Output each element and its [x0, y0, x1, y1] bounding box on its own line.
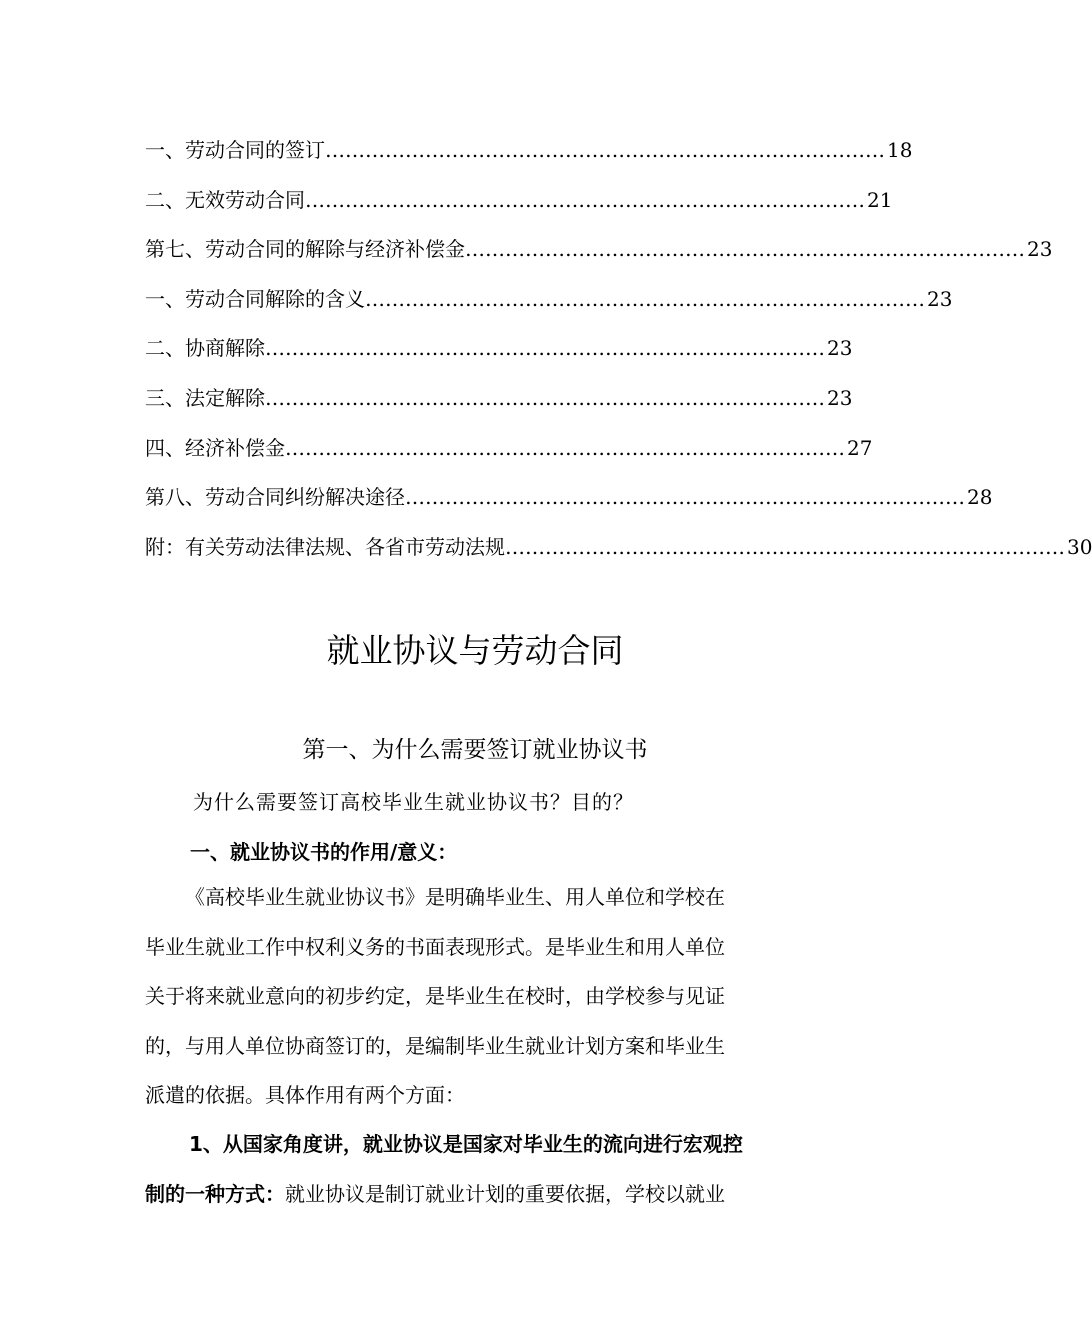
toc-entry-page: 23	[927, 286, 953, 311]
toc-entry-page: 23	[827, 385, 853, 410]
toc-dot-leader: …………………………………………………………………………	[365, 286, 925, 311]
paragraph-line: 1、从国家角度讲，就业协议是国家对毕业生的流向进行宏观控	[189, 1132, 743, 1156]
paragraph-line: 派遣的依据。具体作用有两个方面：	[145, 1083, 465, 1107]
toc-entry-page: 18	[887, 138, 913, 162]
toc-entry[interactable]	[145, 531, 1092, 581]
toc-entry[interactable]	[145, 233, 1053, 283]
toc-dot-leader: …………………………………………………………………………	[405, 485, 965, 510]
toc-entry-label: 第八、劳动合同纠纷解决途径	[145, 485, 405, 510]
toc-entry[interactable]	[145, 283, 953, 333]
paragraph-line: 的，与用人单位协商签订的，是编制毕业生就业计划方案和毕业生	[145, 1033, 725, 1058]
toc-entry-label: 三、法定解除	[145, 385, 265, 410]
toc-entry-label: 二、协商解除	[145, 336, 265, 361]
toc-dot-leader: …………………………………………………………………………	[325, 138, 885, 162]
toc-entry-page: 21	[867, 187, 893, 212]
toc-entry-label: 一、劳动合同的签订	[145, 138, 325, 162]
toc-dot-leader: …………………………………………………………………………	[285, 435, 845, 460]
toc-dot-leader: …………………………………………………………………………	[505, 534, 1065, 559]
toc-dot-leader: …………………………………………………………………………	[305, 187, 865, 212]
body-paragraph	[145, 881, 807, 1129]
toc-dot-leader: …………………………………………………………………………	[265, 385, 825, 410]
toc-entry-page: 30	[1067, 534, 1092, 559]
toc-entry[interactable]	[145, 134, 913, 184]
toc-entry-label: 一、劳动合同解除的含义	[145, 286, 365, 311]
toc-dot-leader: …………………………………………………………………………	[265, 336, 825, 361]
section-title: 第一、为什么需要签订就业协议书	[302, 737, 648, 763]
paragraph-line: 《高校毕业生就业协议书》是明确毕业生、用人单位和学校在	[185, 885, 725, 909]
toc-entry[interactable]	[145, 332, 853, 382]
table-of-contents	[145, 134, 1092, 580]
toc-entry-label: 四、经济补偿金	[145, 435, 285, 460]
paragraph-line: 关于将来就业意向的初步约定，是毕业生在校时，由学校参与见证	[145, 984, 725, 1008]
toc-entry[interactable]	[145, 481, 993, 531]
paragraph-text: 就业协议是制订就业计划的重要依据，学校以就业	[285, 1181, 725, 1206]
toc-entry-page: 28	[967, 485, 993, 510]
toc-entry[interactable]	[145, 184, 893, 234]
body-paragraph	[145, 1128, 807, 1227]
toc-dot-leader: …………………………………………………………………………	[465, 237, 1025, 262]
section-question: 为什么需要签订高校毕业生就业协议书？目的？	[193, 790, 634, 814]
toc-entry[interactable]	[145, 382, 853, 432]
toc-entry-page: 23	[1027, 237, 1053, 262]
toc-entry-label: 二、无效劳动合同	[145, 187, 305, 212]
toc-entry-page: 23	[827, 336, 853, 361]
toc-entry-label: 附：有关劳动法律法规、各省市劳动法规	[145, 534, 505, 559]
paragraph-line	[145, 1178, 807, 1228]
paragraph-line: 毕业生就业工作中权利义务的书面表现形式。是毕业生和用人单位	[145, 934, 725, 959]
document-title: 就业协议与劳动合同	[326, 631, 624, 670]
toc-entry-page: 27	[847, 435, 873, 460]
toc-entry-label: 第七、劳动合同的解除与经济补偿金	[145, 237, 465, 262]
paragraph-bold-lead: 制的一种方式：	[145, 1181, 285, 1206]
sub-heading: 一、就业协议书的作用/意义：	[190, 840, 458, 864]
toc-entry[interactable]	[145, 432, 873, 482]
